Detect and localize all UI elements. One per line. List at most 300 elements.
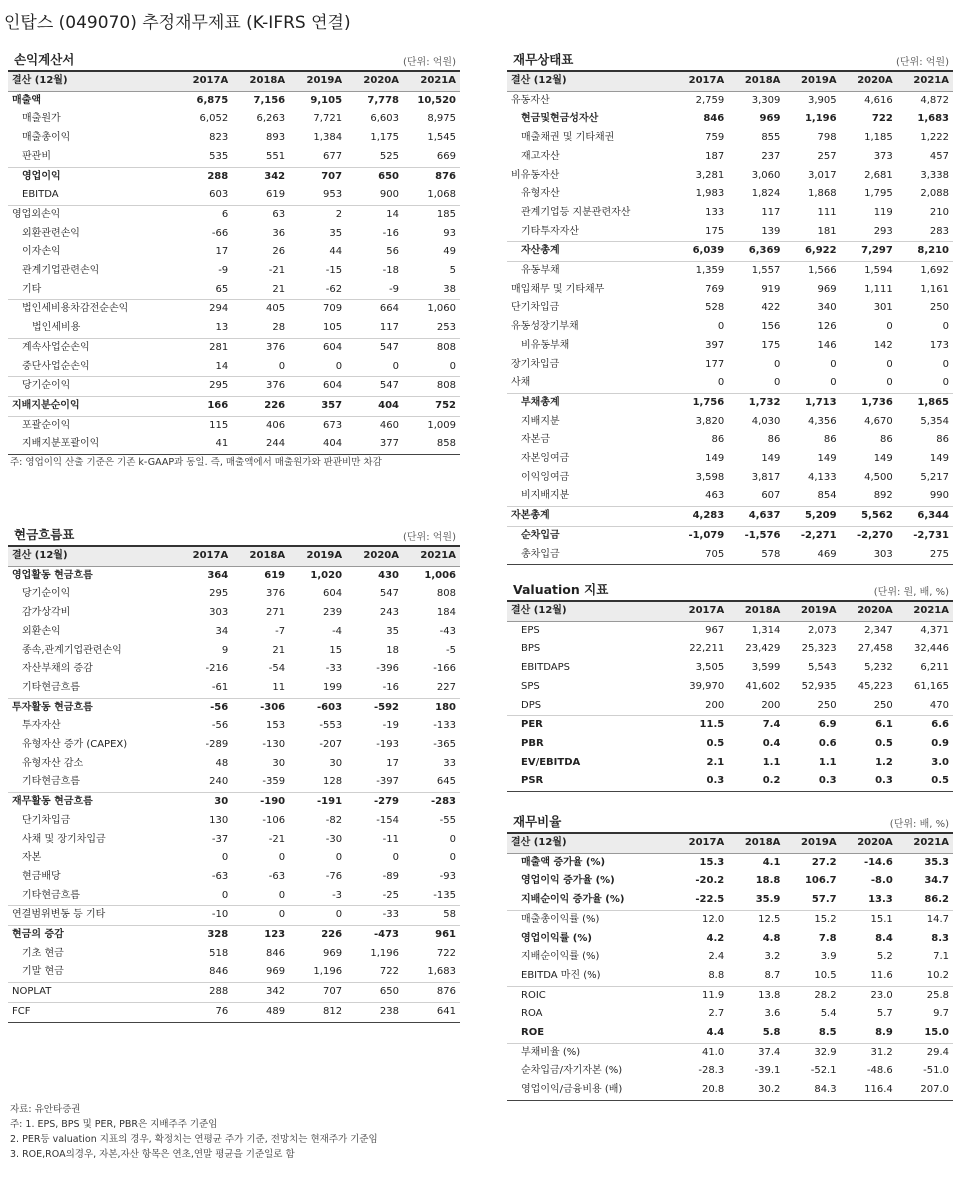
row-label: 기말 현금 bbox=[22, 966, 64, 978]
row-value: 7.8 bbox=[818, 932, 837, 944]
row-value: 123 bbox=[232, 926, 289, 945]
row-value: 149 bbox=[705, 453, 725, 465]
row-value: 1,983 bbox=[695, 188, 725, 200]
row-value: 855 bbox=[761, 132, 781, 144]
row-value: 8.7 bbox=[764, 969, 781, 981]
table-row bbox=[8, 945, 460, 964]
row-label: 법인세비용 bbox=[32, 322, 81, 334]
row-value: 4,133 bbox=[807, 471, 837, 483]
row-label: 매출액 bbox=[12, 94, 41, 106]
row-label: 유동부채 bbox=[507, 262, 672, 281]
table-row bbox=[507, 110, 953, 129]
row-label: ROE bbox=[521, 1027, 545, 1039]
header-year: 2017A bbox=[175, 547, 232, 566]
panel-header bbox=[507, 810, 953, 834]
row-value: 6,344 bbox=[897, 507, 953, 527]
row-value: 238 bbox=[346, 1002, 403, 1022]
row-value: 5,562 bbox=[841, 507, 897, 527]
row-label: EBITDA bbox=[22, 189, 59, 201]
header-row bbox=[8, 72, 460, 91]
row-value: 619 bbox=[264, 569, 286, 581]
row-value: 41 bbox=[175, 435, 232, 454]
row-value: 37.4 bbox=[728, 1043, 784, 1062]
row-label: 종속,관계기업관련손익 bbox=[22, 644, 122, 656]
table-row bbox=[507, 185, 953, 204]
row-value: 1,545 bbox=[427, 132, 456, 144]
table-row bbox=[507, 262, 953, 281]
row-value: 6,211 bbox=[920, 662, 949, 674]
page-title: 인탑스 (049070) 추정재무제표 (K-IFRS 연결) bbox=[4, 13, 351, 33]
row-value: 52,935 bbox=[801, 680, 837, 692]
row-value: -56 bbox=[175, 698, 232, 717]
row-value: 892 bbox=[873, 490, 893, 502]
income-statement-panel bbox=[8, 48, 460, 455]
table-row bbox=[8, 868, 460, 887]
row-value: 1,594 bbox=[841, 262, 897, 281]
row-value: 0 bbox=[717, 321, 725, 333]
row-value: -39.1 bbox=[754, 1065, 781, 1077]
table-row bbox=[507, 356, 953, 375]
row-value: 146 bbox=[817, 339, 837, 351]
row-value: 2,088 bbox=[920, 188, 949, 200]
row-label: 연결범위변동 등 기타 bbox=[8, 906, 175, 926]
row-value: 49 bbox=[443, 246, 456, 258]
row-value: 1,314 bbox=[751, 624, 781, 636]
row-value: -15 bbox=[325, 265, 343, 277]
row-value: 30 bbox=[272, 757, 286, 769]
table-row bbox=[8, 906, 460, 926]
row-value: 1,713 bbox=[784, 393, 840, 412]
header-year: 2021A bbox=[897, 72, 953, 91]
row-value: 1,185 bbox=[864, 132, 893, 144]
row-value: -11 bbox=[382, 833, 399, 845]
row-value: 4,283 bbox=[672, 507, 728, 527]
row-label: 현금배당 bbox=[22, 870, 61, 882]
row-value: 5,217 bbox=[920, 471, 949, 483]
table-row bbox=[507, 853, 953, 872]
row-value: -19 bbox=[382, 720, 399, 732]
row-value: 3,820 bbox=[695, 415, 725, 427]
row-label: NOPLAT bbox=[8, 983, 175, 1003]
row-value: 893 bbox=[266, 132, 286, 144]
row-label: 기타투자자산 bbox=[521, 225, 579, 237]
table-row bbox=[8, 338, 460, 357]
row-value: 15.2 bbox=[784, 910, 840, 929]
row-label: 비지배지분 bbox=[521, 490, 570, 502]
row-value: 56 bbox=[386, 246, 399, 258]
row-value: 969 bbox=[322, 947, 343, 959]
row-value: 0.5 bbox=[875, 737, 893, 749]
row-label: 포괄순이익 bbox=[8, 416, 175, 435]
row-value: 0 bbox=[830, 358, 837, 370]
row-value: -8.0 bbox=[870, 875, 893, 887]
row-value: 0 bbox=[289, 906, 346, 926]
row-value: 6.1 bbox=[841, 716, 897, 735]
table-row bbox=[8, 300, 460, 319]
row-value: 525 bbox=[379, 150, 399, 162]
row-value: 469 bbox=[784, 546, 840, 565]
row-value: 2,759 bbox=[695, 94, 725, 106]
table-row bbox=[507, 1062, 953, 1081]
row-value: 303 bbox=[209, 607, 229, 619]
row-value: 953 bbox=[322, 189, 343, 201]
row-value: -603 bbox=[289, 698, 346, 717]
table-row bbox=[507, 148, 953, 167]
row-value: 119 bbox=[873, 206, 893, 218]
row-value: 227 bbox=[436, 681, 456, 693]
row-value: 722 bbox=[379, 966, 399, 978]
row-value: 11.9 bbox=[672, 986, 728, 1005]
row-value: 15 bbox=[329, 644, 343, 656]
row-value: -359 bbox=[262, 776, 286, 788]
row-value: 5.4 bbox=[820, 1008, 837, 1020]
row-label: 관계기업관련손익 bbox=[22, 265, 100, 277]
row-value: 1,683 bbox=[917, 113, 949, 125]
row-value: -306 bbox=[232, 698, 289, 717]
row-value: 0.5 bbox=[897, 772, 953, 791]
row-value: -10 bbox=[175, 906, 232, 926]
row-value: 5.8 bbox=[762, 1027, 781, 1039]
row-value: -9 bbox=[389, 283, 399, 295]
panel-unit: (단위: 원, 배, %) bbox=[873, 587, 949, 598]
header-year: 2020A bbox=[346, 547, 403, 566]
row-value: 3,598 bbox=[695, 471, 725, 483]
row-value: 6,603 bbox=[370, 113, 399, 125]
row-label: 사채 bbox=[511, 377, 531, 389]
row-value: 457 bbox=[929, 150, 949, 162]
row-value: -7 bbox=[275, 625, 286, 637]
row-value: 0.3 bbox=[784, 772, 840, 791]
table-row bbox=[507, 772, 953, 791]
row-value: 3,817 bbox=[751, 471, 781, 483]
row-value: -28.3 bbox=[698, 1065, 725, 1077]
row-value: 130 bbox=[209, 814, 229, 826]
row-value: 10.2 bbox=[926, 969, 949, 981]
row-value: 969 bbox=[817, 283, 837, 295]
row-value: -106 bbox=[262, 814, 286, 826]
table-row bbox=[507, 318, 953, 337]
table-row bbox=[8, 963, 460, 982]
row-label: 기타현금흐름 bbox=[22, 776, 80, 788]
row-value: 8,210 bbox=[897, 242, 953, 262]
row-value: 808 bbox=[403, 377, 460, 397]
header-row bbox=[507, 72, 953, 91]
row-label: 자산부채의 증감 bbox=[22, 663, 93, 675]
table-row bbox=[507, 640, 953, 659]
row-label: 단기차입금 bbox=[511, 302, 560, 314]
row-value: 38 bbox=[443, 283, 456, 295]
row-value: 25.8 bbox=[897, 986, 953, 1005]
row-label: 외환관련손익 bbox=[22, 227, 80, 239]
row-value: 0 bbox=[335, 360, 343, 372]
row-value: 1.1 bbox=[818, 756, 837, 768]
table-row bbox=[507, 450, 953, 469]
table-row bbox=[507, 986, 953, 1005]
row-value: 707 bbox=[289, 167, 346, 186]
row-value: 397 bbox=[705, 339, 725, 351]
row-value: 6.6 bbox=[897, 716, 953, 735]
row-value: 858 bbox=[403, 435, 460, 454]
row-value: 7,721 bbox=[313, 113, 343, 125]
table-row bbox=[507, 204, 953, 223]
row-value: 86 bbox=[711, 434, 725, 446]
row-value: 3,060 bbox=[751, 169, 781, 181]
row-value: 377 bbox=[346, 435, 403, 454]
row-label: 유동성장기부채 bbox=[511, 321, 579, 333]
table-row bbox=[507, 223, 953, 242]
row-value: 25,323 bbox=[801, 643, 837, 655]
row-value: 422 bbox=[761, 302, 781, 314]
row-value: 3,599 bbox=[751, 662, 781, 674]
row-value: 9 bbox=[221, 644, 229, 656]
row-label: 영업활동 현금흐름 bbox=[12, 569, 93, 581]
row-value: 603 bbox=[209, 189, 229, 201]
row-label: 매출원가 bbox=[22, 113, 61, 125]
row-label: 지배순이익 증가율 (%) bbox=[521, 894, 625, 906]
row-value: -397 bbox=[376, 776, 399, 788]
header-year: 2021A bbox=[403, 72, 460, 91]
table-row bbox=[507, 242, 953, 262]
row-value: 21 bbox=[272, 283, 286, 295]
table-row bbox=[8, 281, 460, 300]
row-value: 149 bbox=[817, 453, 837, 465]
table-row bbox=[507, 678, 953, 697]
row-value: -207 bbox=[319, 739, 343, 751]
row-value: -20.2 bbox=[695, 875, 725, 887]
table-row bbox=[8, 887, 460, 906]
table-row bbox=[507, 910, 953, 929]
row-value: 3,017 bbox=[807, 169, 837, 181]
row-value: -2,270 bbox=[841, 526, 897, 545]
table-row bbox=[507, 1043, 953, 1062]
row-value: 250 bbox=[873, 699, 893, 711]
row-value: -2,271 bbox=[784, 526, 840, 545]
row-value: 547 bbox=[346, 338, 403, 357]
row-value: 226 bbox=[289, 926, 346, 945]
row-value: 342 bbox=[232, 983, 289, 1003]
row-value: -48.6 bbox=[866, 1065, 893, 1077]
row-value: 6 bbox=[175, 205, 232, 224]
row-label: ROA bbox=[521, 1008, 543, 1020]
valuation-panel bbox=[507, 578, 953, 792]
row-value: 303 bbox=[841, 546, 897, 565]
row-value: 0 bbox=[449, 833, 456, 845]
row-label: 이익잉여금 bbox=[521, 471, 570, 483]
row-value: 535 bbox=[209, 150, 229, 162]
row-label: 법인세비용차감전순손익 bbox=[8, 300, 175, 319]
row-value: -3 bbox=[332, 889, 343, 901]
row-value: 1,006 bbox=[424, 569, 456, 581]
row-label: 재고자산 bbox=[521, 150, 560, 162]
cashflow-statement-panel bbox=[8, 523, 460, 1023]
row-value: 808 bbox=[436, 588, 456, 600]
row-label: 자본 bbox=[22, 852, 42, 864]
row-value: 759 bbox=[705, 132, 725, 144]
row-value: 463 bbox=[705, 490, 725, 502]
panel-title: 재무비율 bbox=[513, 814, 562, 829]
footnote-line: 주: 1. EPS, BPS 및 PER, PBR은 지배주주 기준임 bbox=[10, 1119, 218, 1130]
row-label: 장기차입금 bbox=[511, 358, 560, 370]
row-value: 1.2 bbox=[875, 756, 893, 768]
row-value: 846 bbox=[266, 947, 286, 959]
row-value: 301 bbox=[873, 302, 893, 314]
data-table bbox=[8, 72, 460, 455]
row-value: -5 bbox=[446, 644, 456, 656]
row-label: 매출액 증가율 (%) bbox=[521, 856, 606, 868]
row-value: 271 bbox=[266, 607, 286, 619]
data-table bbox=[507, 834, 953, 1101]
row-value: 17 bbox=[215, 246, 229, 258]
panel-unit: (단위: 배, %) bbox=[889, 819, 949, 830]
table-row bbox=[507, 697, 953, 716]
row-label: 자산총계 bbox=[507, 242, 672, 262]
row-value: 210 bbox=[929, 206, 949, 218]
table-row bbox=[8, 129, 460, 148]
row-value: -21 bbox=[268, 833, 286, 845]
table-row bbox=[507, 967, 953, 986]
row-value: 1,868 bbox=[807, 188, 837, 200]
row-value: 1,020 bbox=[310, 569, 343, 581]
row-value: 27,458 bbox=[857, 643, 893, 655]
row-value: 1,824 bbox=[751, 188, 781, 200]
row-value: 153 bbox=[266, 720, 286, 732]
row-value: 967 bbox=[705, 624, 725, 636]
row-label: 영업외손익 bbox=[8, 205, 175, 224]
table-row bbox=[507, 337, 953, 356]
row-label: 당기순이익 bbox=[22, 588, 71, 600]
row-value: 106.7 bbox=[804, 875, 837, 887]
table-row bbox=[8, 698, 460, 717]
row-value: -63 bbox=[211, 870, 229, 882]
row-value: 876 bbox=[403, 167, 460, 186]
row-value: 177 bbox=[705, 358, 725, 370]
header-year: 2018A bbox=[232, 72, 289, 91]
row-value: 1,009 bbox=[403, 416, 460, 435]
row-value: 281 bbox=[175, 338, 232, 357]
row-value: 722 bbox=[871, 113, 893, 125]
row-value: -66 bbox=[211, 227, 229, 239]
row-value: 0 bbox=[278, 852, 286, 864]
financial-ratio-panel bbox=[507, 810, 953, 1101]
row-value: 14.7 bbox=[897, 910, 953, 929]
row-value: 6,039 bbox=[672, 242, 728, 262]
table-row bbox=[507, 948, 953, 967]
row-value: 31.2 bbox=[841, 1043, 897, 1062]
row-value: -193 bbox=[376, 739, 399, 751]
row-value: -191 bbox=[289, 793, 346, 812]
table-row bbox=[507, 546, 953, 565]
row-value: 184 bbox=[436, 607, 456, 619]
row-value: 20.8 bbox=[672, 1081, 728, 1100]
row-label: 지배지분 bbox=[521, 415, 560, 427]
table-row bbox=[8, 243, 460, 262]
row-value: 460 bbox=[346, 416, 403, 435]
row-value: 5.7 bbox=[876, 1008, 893, 1020]
row-value: 257 bbox=[817, 150, 837, 162]
row-value: 244 bbox=[232, 435, 289, 454]
row-value: 619 bbox=[266, 189, 286, 201]
table-row bbox=[507, 431, 953, 450]
row-value: 430 bbox=[378, 569, 399, 581]
row-label: 감가상각비 bbox=[22, 607, 71, 619]
table-row bbox=[507, 526, 953, 545]
row-value: 17 bbox=[386, 757, 399, 769]
panel-title: 손익계산서 bbox=[14, 52, 75, 67]
row-value: 76 bbox=[175, 1002, 232, 1022]
row-value: 6,875 bbox=[196, 94, 229, 106]
header-label: 결산 (12월) bbox=[507, 72, 672, 91]
row-label: 당기순이익 bbox=[8, 377, 175, 397]
row-value: 126 bbox=[817, 321, 837, 333]
row-value: 4,616 bbox=[864, 94, 893, 106]
row-value: 12.5 bbox=[728, 910, 784, 929]
table-row bbox=[507, 413, 953, 432]
row-value: -14.6 bbox=[863, 856, 893, 868]
row-value: 0 bbox=[886, 358, 893, 370]
row-value: -51.0 bbox=[923, 1065, 949, 1077]
row-value: 0 bbox=[449, 852, 456, 864]
row-value: 288 bbox=[175, 167, 232, 186]
row-value: 808 bbox=[403, 338, 460, 357]
row-value: 650 bbox=[346, 167, 403, 186]
table-row bbox=[8, 396, 460, 416]
table-row bbox=[8, 91, 460, 110]
panel-title: 현금흐름표 bbox=[14, 527, 75, 542]
row-value: 0.9 bbox=[931, 737, 949, 749]
row-value: 489 bbox=[232, 1002, 289, 1022]
row-label: PSR bbox=[507, 772, 672, 791]
row-value: 1,683 bbox=[427, 966, 456, 978]
row-value: 65 bbox=[215, 283, 229, 295]
row-value: 0.4 bbox=[762, 737, 781, 749]
row-value: -22.5 bbox=[695, 894, 725, 906]
table-row bbox=[8, 623, 460, 642]
row-value: 185 bbox=[403, 205, 460, 224]
row-value: 9.7 bbox=[933, 1008, 949, 1020]
table-row bbox=[8, 831, 460, 850]
row-value: 376 bbox=[266, 588, 286, 600]
row-value: 166 bbox=[175, 396, 232, 416]
row-value: 149 bbox=[761, 453, 781, 465]
table-row bbox=[8, 566, 460, 585]
row-label: 매출총이익률 (%) bbox=[507, 910, 672, 929]
row-value: 3.2 bbox=[764, 951, 781, 963]
row-value: 6,922 bbox=[784, 242, 840, 262]
row-label: 영업이익 bbox=[8, 167, 175, 186]
row-value: 35.9 bbox=[755, 894, 781, 906]
row-value: 8.9 bbox=[875, 1027, 893, 1039]
header-year: 2020A bbox=[841, 72, 897, 91]
row-value: 116.4 bbox=[841, 1081, 897, 1100]
row-value: 1,557 bbox=[728, 262, 784, 281]
row-value: -61 bbox=[211, 681, 229, 693]
row-value: 5,543 bbox=[807, 662, 837, 674]
data-table bbox=[507, 72, 953, 565]
table-row bbox=[8, 435, 460, 454]
panel-unit: (단위: 억원) bbox=[896, 57, 949, 68]
row-value: 14 bbox=[215, 360, 229, 372]
row-value: 3.9 bbox=[820, 951, 837, 963]
row-value: 1,692 bbox=[897, 262, 953, 281]
row-label: 투자자산 bbox=[22, 720, 61, 732]
panel-title: 재무상태표 bbox=[513, 52, 574, 67]
row-value: -56 bbox=[211, 720, 229, 732]
row-value: 175 bbox=[705, 225, 725, 237]
row-value: 0.6 bbox=[818, 737, 837, 749]
row-label: EPS bbox=[521, 624, 540, 636]
row-value: 677 bbox=[322, 150, 343, 162]
row-value: 133 bbox=[705, 206, 725, 218]
